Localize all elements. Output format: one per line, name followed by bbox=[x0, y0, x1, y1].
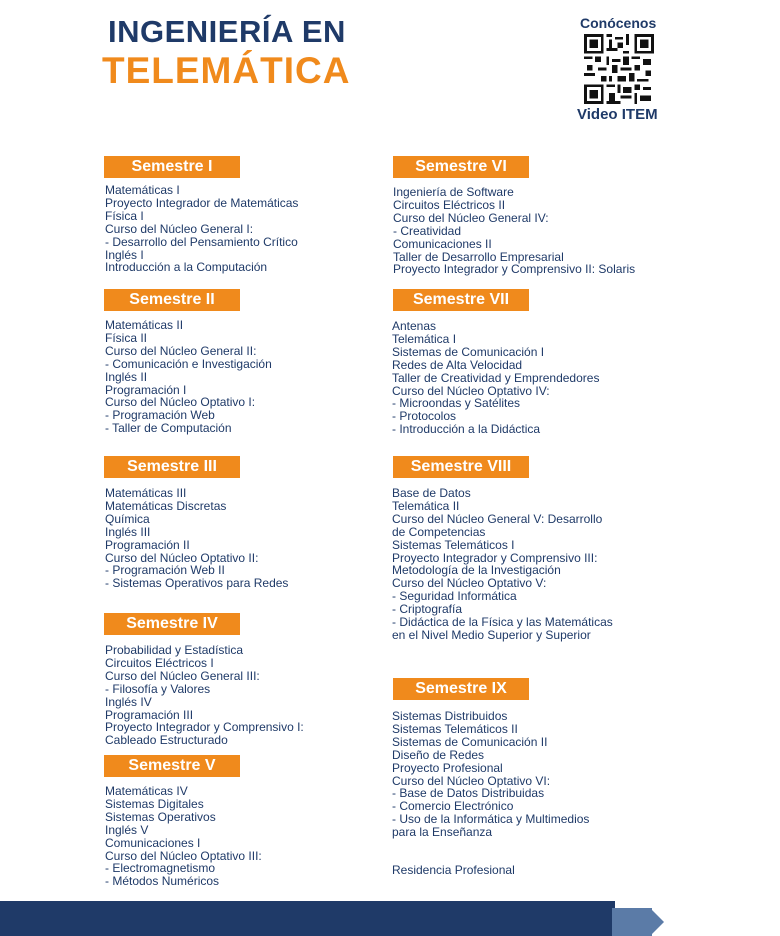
subject-item: - Programación Web bbox=[105, 408, 215, 423]
subject-item: - Taller de Computación bbox=[105, 421, 232, 436]
footer-arrow-tip bbox=[650, 908, 664, 936]
subject-item: Taller de Creatividad y Emprendedores bbox=[392, 370, 600, 385]
semester-1-badge: Semestre I bbox=[104, 156, 240, 178]
qr-label: Conócenos bbox=[580, 15, 657, 31]
subject-item: Base de Datos bbox=[392, 486, 471, 500]
subject-item: Sistemas Distribuidos bbox=[392, 709, 508, 723]
semester-6-badge: Semestre VI bbox=[393, 156, 529, 178]
subject-item: Sistemas de Comunicación II bbox=[392, 734, 548, 749]
semester-3-subjects bbox=[105, 487, 288, 590]
subject-item: Inglés IV bbox=[105, 694, 152, 709]
subject-item: Programación II bbox=[105, 537, 190, 552]
subject-item: de Competencias bbox=[392, 524, 486, 539]
subject-item: Inglés V bbox=[105, 822, 149, 837]
subject-item: Curso del Núcleo General IV: bbox=[393, 210, 549, 225]
semester-8-badge: Semestre VIII bbox=[393, 456, 529, 478]
semester-7-subjects bbox=[392, 320, 599, 436]
qr-caption: Video ITEM bbox=[577, 106, 658, 123]
subject-item: Sistemas Telemáticos I bbox=[392, 537, 515, 552]
semester-2-subjects bbox=[105, 319, 272, 435]
subject-item: - Comercio Electrónico bbox=[392, 799, 514, 814]
qr-code-icon[interactable] bbox=[584, 34, 654, 104]
subject-item: Matemáticas II bbox=[105, 318, 184, 332]
semester-8-subjects bbox=[392, 487, 613, 642]
subject-item: Circuitos Eléctricos I bbox=[105, 655, 214, 670]
semester-7-badge: Semestre VII bbox=[393, 289, 529, 311]
subject-item: Comunicaciones I bbox=[105, 835, 201, 850]
subject-item: Ingeniería de Software bbox=[393, 185, 514, 199]
subject-item: Matemáticas IV bbox=[105, 784, 188, 798]
subject-item: - Filosofía y Valores bbox=[105, 681, 211, 696]
subject-item: Programación I bbox=[105, 382, 187, 397]
subject-item: Sistemas Telemáticos II bbox=[392, 721, 518, 736]
residencia-profesional: Residencia Profesional bbox=[392, 863, 515, 877]
subject-item: - Seguridad Informática bbox=[392, 589, 517, 604]
subject-item: Inglés III bbox=[105, 524, 151, 539]
subject-item: Comunicaciones II bbox=[393, 236, 492, 251]
subject-item: en el Nivel Medio Superior y Superior bbox=[392, 627, 591, 642]
subject-item: - Introducción a la Didáctica bbox=[392, 422, 541, 437]
subject-item: Curso del Núcleo General II: bbox=[105, 343, 257, 358]
subject-item: - Electromagnetismo bbox=[105, 861, 216, 876]
subject-item: Curso del Núcleo General III: bbox=[105, 668, 260, 683]
title-line-2: TELEMÁTICA bbox=[102, 50, 351, 91]
semester-3-badge: Semestre III bbox=[104, 456, 240, 478]
footer-bar bbox=[0, 901, 615, 936]
semester-9-subjects bbox=[392, 710, 589, 839]
subject-item: Matemáticas III bbox=[105, 486, 187, 500]
semester-5-badge: Semestre V bbox=[104, 755, 240, 777]
subject-item: Sistemas Digitales bbox=[105, 796, 204, 811]
subject-item: Proyecto Integrador y Comprensivo I: bbox=[105, 720, 304, 735]
subject-item: - Didáctica de la Física y las Matemáticas bbox=[392, 615, 613, 630]
subject-item: Matemáticas I bbox=[105, 183, 180, 197]
subject-item: - Programación Web II bbox=[105, 563, 225, 578]
subject-item: Telemática II bbox=[392, 498, 460, 513]
subject-item: Curso del Núcleo General V: Desarrollo bbox=[392, 511, 603, 526]
subject-item: - Métodos Numéricos bbox=[105, 874, 220, 889]
semester-1-subjects bbox=[105, 184, 298, 274]
subject-item: Antenas bbox=[392, 319, 437, 333]
subject-item: - Protocolos bbox=[392, 409, 457, 424]
subject-item: para la Enseñanza bbox=[392, 825, 493, 840]
subject-item: - Desarrollo del Pensamiento Crítico bbox=[105, 234, 298, 249]
subject-item: Física II bbox=[105, 330, 148, 345]
semester-5-subjects bbox=[105, 785, 262, 888]
subject-item: Inglés I bbox=[105, 247, 144, 262]
subject-item: Sistemas Operativos bbox=[105, 809, 216, 824]
subject-item: - Base de Datos Distribuidas bbox=[392, 786, 545, 801]
subject-item: Curso del Núcleo Optativo VI: bbox=[392, 773, 551, 788]
subject-item: - Creatividad bbox=[393, 223, 462, 238]
semester-2-badge: Semestre II bbox=[104, 289, 240, 311]
semester-4-badge: Semestre IV bbox=[104, 613, 240, 635]
subject-item: Curso del Núcleo Optativo I: bbox=[105, 395, 256, 410]
subject-item: Curso del Núcleo Optativo IV: bbox=[392, 383, 550, 398]
subject-item: Circuitos Eléctricos II bbox=[393, 197, 506, 212]
subject-item: Programación III bbox=[105, 707, 194, 722]
subject-item: Cableado Estructurado bbox=[105, 733, 228, 748]
subject-item: Matemáticas Discretas bbox=[105, 498, 227, 513]
subject-item: - Uso de la Informática y Multimedios bbox=[392, 812, 590, 827]
semester-6-subjects bbox=[393, 186, 635, 276]
semester-9-badge: Semestre IX bbox=[393, 678, 529, 700]
subject-item: Redes de Alta Velocidad bbox=[392, 357, 523, 372]
subject-item: Proyecto Integrador de Matemáticas bbox=[105, 195, 299, 210]
subject-item: Probabilidad y Estadística bbox=[105, 643, 244, 657]
semester-4-subjects bbox=[105, 644, 304, 747]
subject-item: Diseño de Redes bbox=[392, 747, 485, 762]
subject-item: Sistemas de Comunicación I bbox=[392, 344, 545, 359]
subject-item: Proyecto Integrador y Comprensivo II: Solaris bbox=[393, 262, 636, 277]
footer-arrow-icon bbox=[612, 908, 652, 936]
subject-item: Metodología de la Investigación bbox=[392, 563, 561, 578]
subject-item: - Sistemas Operativos para Redes bbox=[105, 576, 289, 591]
subject-item: Telemática I bbox=[392, 331, 457, 346]
subject-item: - Microondas y Satélites bbox=[392, 396, 521, 411]
subject-item: Química bbox=[105, 511, 150, 526]
subject-item: Curso del Núcleo Optativo II: bbox=[105, 550, 259, 565]
subject-item: Proyecto Integrador y Comprensivo III: bbox=[392, 550, 598, 565]
title-line-1: INGENIERÍA EN bbox=[108, 14, 346, 49]
subject-item: Inglés II bbox=[105, 369, 148, 384]
subject-item: Proyecto Profesional bbox=[392, 760, 503, 775]
subject-item: Curso del Núcleo General I: bbox=[105, 221, 254, 236]
subject-item: - Criptografía bbox=[392, 602, 463, 617]
subject-item: Curso del Núcleo Optativo V: bbox=[392, 576, 547, 591]
subject-item: - Comunicación e Investigación bbox=[105, 356, 272, 371]
subject-item: Introducción a la Computación bbox=[105, 260, 268, 275]
subject-item: Curso del Núcleo Optativo III: bbox=[105, 848, 262, 863]
subject-item: Física I bbox=[105, 208, 144, 223]
subject-item: Taller de Desarrollo Empresarial bbox=[393, 249, 564, 264]
